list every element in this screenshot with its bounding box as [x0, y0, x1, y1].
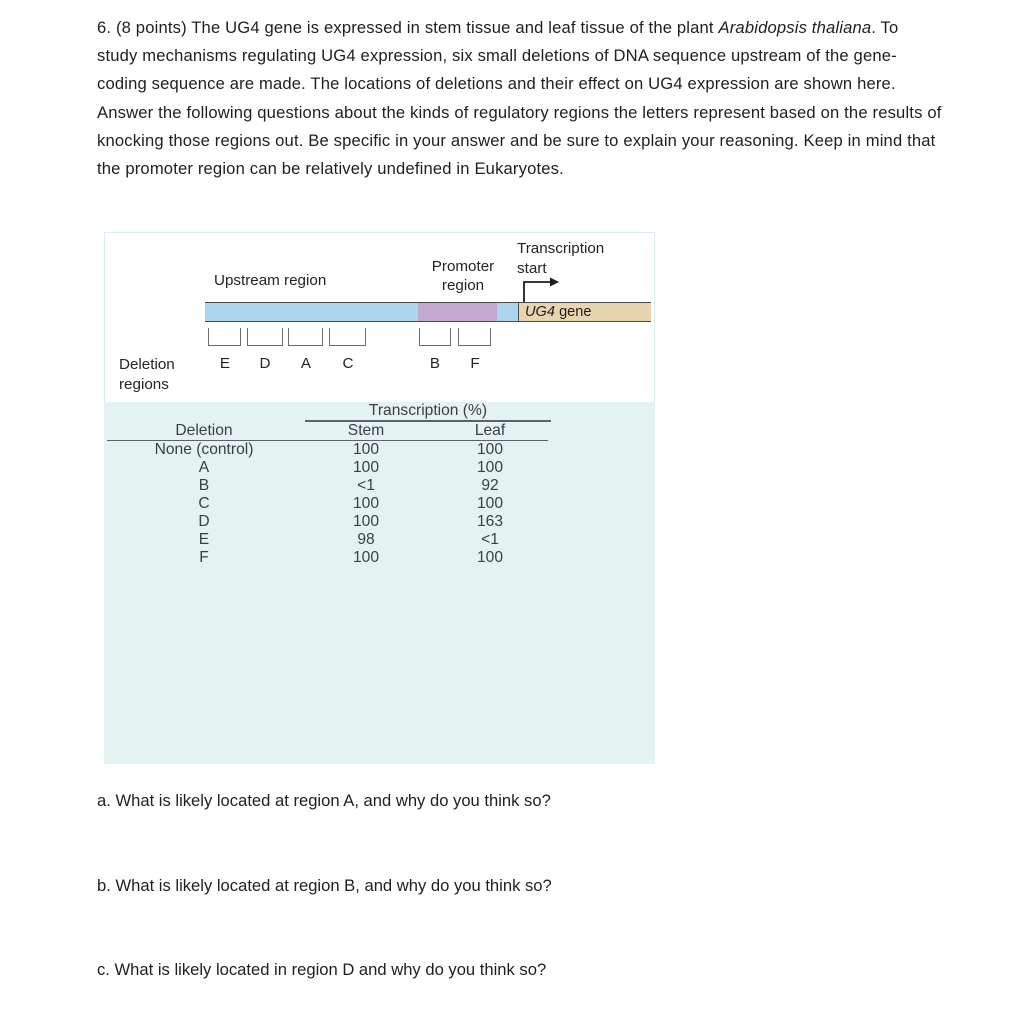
deletion-letter-c: C — [342, 355, 354, 372]
species-name-italic: Arabidopsis thaliana — [718, 18, 872, 37]
deletion-bracket-c — [329, 328, 366, 346]
cell-leaf: 100 — [476, 459, 504, 477]
cell-stem: 100 — [352, 459, 380, 477]
table-row — [104, 477, 655, 495]
sub-question-c: c. What is likely located in region D and why do you think so? — [97, 960, 547, 979]
cell-leaf: 92 — [481, 477, 499, 495]
transcription-percent-header: Transcription (%) — [368, 402, 488, 419]
promoter-label-line1: Promoter — [431, 258, 495, 275]
cell-deletion: E — [198, 531, 210, 549]
deletion-bracket-row — [205, 328, 651, 348]
column-header-leaf: Leaf — [474, 421, 506, 439]
deletion-bracket-a — [288, 328, 323, 346]
deletion-letter-a: A — [300, 355, 312, 372]
table-row — [104, 531, 655, 549]
cell-leaf: 163 — [476, 513, 504, 531]
cell-stem: 100 — [352, 441, 380, 459]
gene-map-diagram — [104, 232, 655, 402]
question-stem — [97, 14, 942, 183]
cell-leaf: 100 — [476, 495, 504, 513]
ug4-gene-segment — [518, 303, 651, 321]
cell-deletion: C — [198, 495, 210, 513]
sub-question-a: a. What is likely located at region A, and why do you think so? — [97, 791, 551, 810]
cell-pad — [552, 495, 655, 513]
column-header-deletion: Deletion — [175, 421, 233, 439]
promoter-region-label — [415, 257, 511, 295]
deletion-letter-e: E — [219, 355, 231, 372]
deletion-bracket-b — [419, 328, 451, 346]
cell-stem: <1 — [357, 477, 375, 495]
deletion-bracket-f — [458, 328, 491, 346]
upstream-region-segment — [205, 303, 418, 321]
cell-pad — [552, 459, 655, 477]
ug4-gene-name-italic: UG4 — [525, 304, 556, 320]
table-row — [104, 441, 655, 459]
deletion-bracket-d — [247, 328, 283, 346]
cell-deletion: A — [198, 459, 210, 477]
table-span-header-row — [104, 402, 655, 420]
transcription-start-arrow-icon — [516, 273, 562, 304]
transcription-results-table — [104, 402, 655, 567]
cell-pad — [552, 549, 655, 567]
deletion-caption-line2: regions — [119, 375, 169, 393]
dna-bar — [205, 302, 651, 322]
cell-pad — [552, 477, 655, 495]
table-column-header-row — [104, 422, 655, 440]
promoter-region-segment — [418, 303, 497, 321]
cell-stem: 100 — [352, 549, 380, 567]
cell-stem: 100 — [352, 495, 380, 513]
figure-block — [104, 232, 655, 764]
table-row — [104, 549, 655, 567]
cell-leaf: 100 — [476, 441, 504, 459]
table-row — [104, 513, 655, 531]
question-stem-part-3: . To study mechanisms regulating UG4 expression, six small deletions of DNA sequence upstream of the gene-coding sequence are made. The locations of deletions and their effect on UG4 expression are shown here. Answer the following questions about the kinds of regulatory regions the letters represent based on the results of knocking those regions out. Be specific in your answer and be sure to explain your reasoning. Keep in mind that the promoter region can be relatively undefined in Eukaryotes. — [97, 18, 942, 179]
transcription-results-panel — [104, 402, 655, 764]
cell-deletion: B — [198, 477, 210, 495]
transcription-start-line1: Transcription — [517, 240, 605, 257]
deletion-letter-f: F — [470, 355, 480, 372]
cell-stem: 100 — [352, 513, 380, 531]
cell-deletion: None (control) — [154, 441, 254, 459]
promoter-label-line2: region — [441, 277, 485, 294]
cell-leaf: <1 — [481, 531, 499, 549]
span-header-pad — [552, 402, 655, 420]
cell-pad — [552, 513, 655, 531]
upstream-region-label: Upstream region — [214, 272, 327, 289]
question-stem-part-1: 6. (8 points) The UG4 gene is expressed in stem tissue and leaf tissue of the plant — [97, 18, 719, 37]
column-header-pad — [552, 422, 655, 440]
spacer-segment — [497, 303, 518, 321]
table-row — [104, 495, 655, 513]
cell-deletion: D — [198, 513, 210, 531]
table-row — [104, 459, 655, 477]
transcription-start-line2: start — [517, 260, 547, 277]
sub-question-b: b. What is likely located at region B, and why do you think so? — [97, 876, 552, 895]
ug4-gene-label-rest: gene — [555, 304, 592, 320]
deletion-caption-line1: Deletion — [119, 356, 175, 373]
ug4-gene-label — [525, 303, 592, 321]
cell-leaf: 100 — [476, 549, 504, 567]
deletion-regions-caption — [119, 355, 175, 394]
deletion-bracket-e — [208, 328, 241, 346]
cell-pad — [552, 531, 655, 549]
column-header-stem: Stem — [347, 421, 385, 439]
span-header-spacer — [104, 402, 304, 420]
deletion-letter-b: B — [429, 355, 441, 372]
cell-deletion: F — [199, 549, 209, 567]
cell-stem: 98 — [357, 531, 375, 549]
cell-pad — [552, 441, 655, 459]
deletion-letter-d: D — [259, 355, 271, 372]
